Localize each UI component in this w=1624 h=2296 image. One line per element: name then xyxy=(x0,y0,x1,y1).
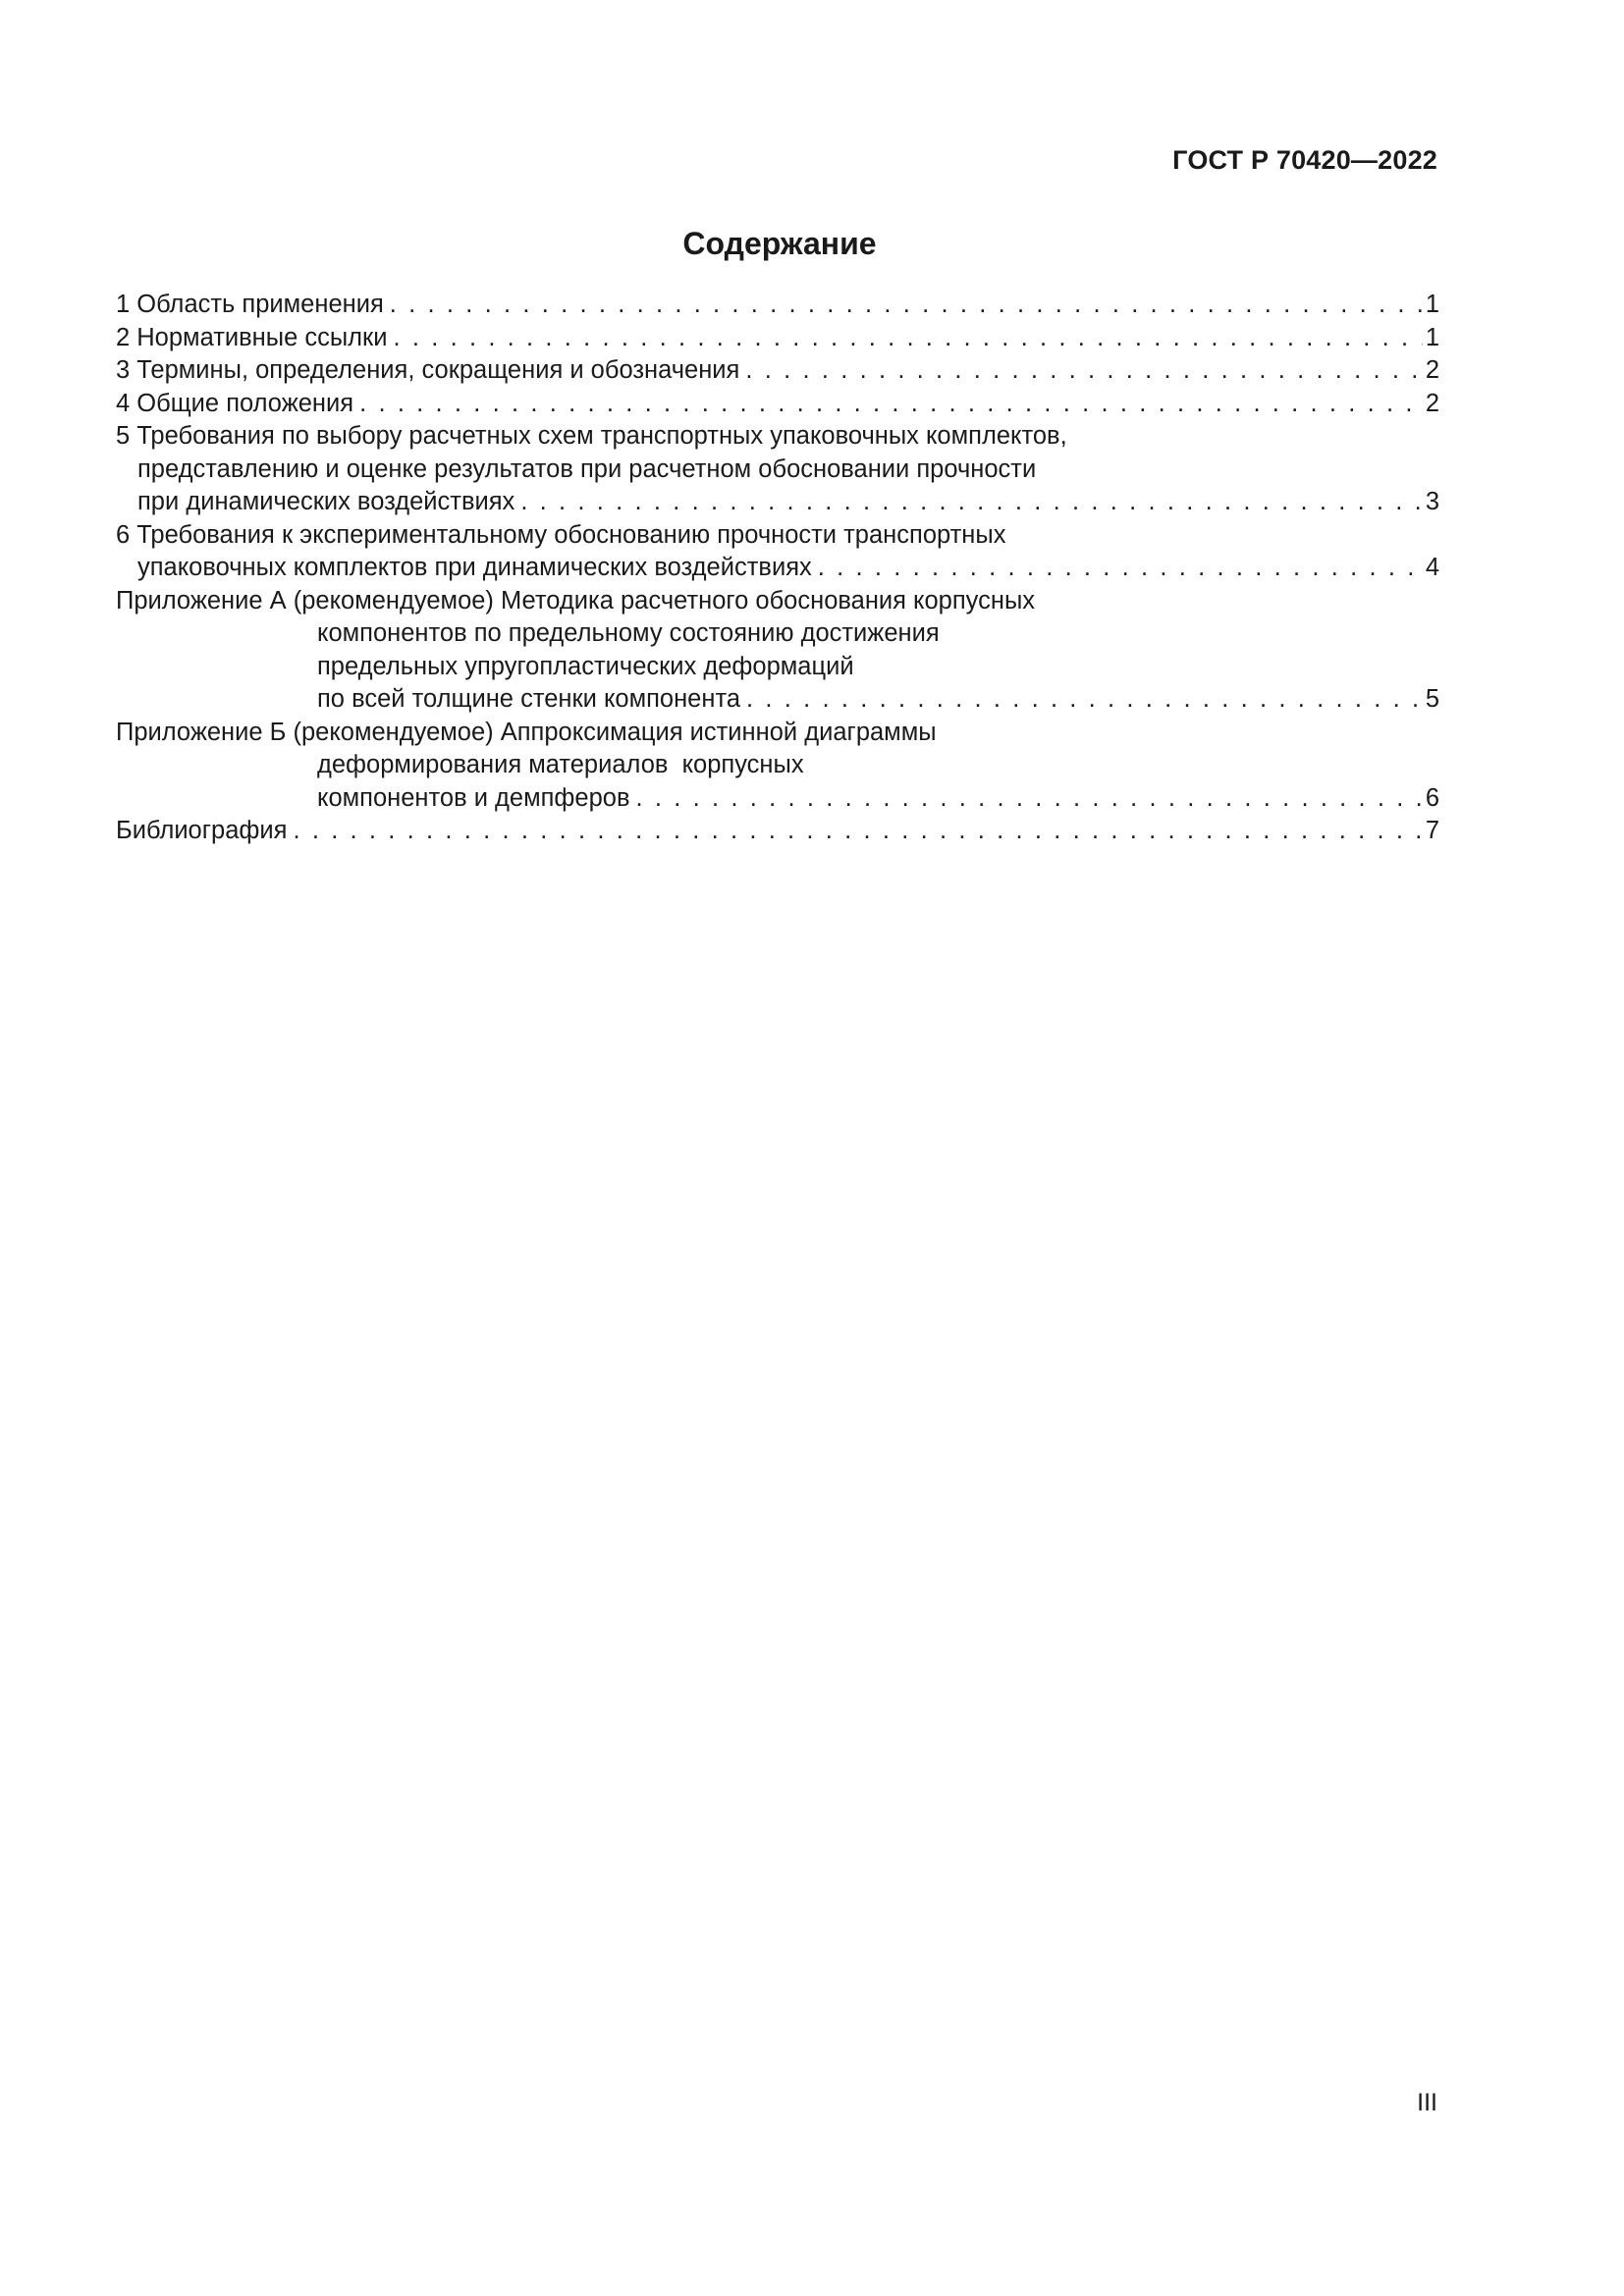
toc-title: Содержание xyxy=(682,226,877,261)
toc-entry-text: представлению и оценке результатов при расчетном обосновании прочности xyxy=(137,454,1037,483)
toc-entry[interactable] xyxy=(116,322,1439,355)
toc-entry[interactable] xyxy=(116,354,1439,388)
toc-entry-page: 5 xyxy=(1425,685,1439,713)
dot-leader xyxy=(293,815,1422,848)
toc-entry-page: 1 xyxy=(1425,323,1439,351)
document-code: ГОСТ Р 70420—2022 xyxy=(1172,145,1437,175)
toc-entry-page: 6 xyxy=(1425,783,1439,812)
toc-entry-text: по всей толщине стенки компонента xyxy=(317,685,741,713)
toc-entry[interactable] xyxy=(116,388,1439,421)
toc-entry[interactable] xyxy=(116,717,1439,816)
toc-entry-text: 3 Термины, определения, сокращения и обозначения xyxy=(116,356,740,384)
toc-entry-text: 1 Область применения xyxy=(116,291,384,318)
dot-leader xyxy=(359,388,1423,421)
toc-entry-text: компонентов по предельному состоянию достижения xyxy=(317,619,940,647)
toc-entry-page: 4 xyxy=(1425,554,1439,581)
dot-leader xyxy=(393,322,1422,355)
toc-entry-page: 3 xyxy=(1425,488,1439,515)
page-number: III xyxy=(1417,2089,1437,2116)
table-of-contents xyxy=(116,289,1439,848)
toc-entry-text: Приложение Б (рекомендуемое) Аппроксимация истинной диаграммы xyxy=(116,718,937,746)
dot-leader xyxy=(818,552,1423,585)
dot-leader xyxy=(746,683,1423,717)
toc-entry[interactable] xyxy=(116,420,1439,519)
toc-entry-page: 2 xyxy=(1425,356,1439,384)
toc-entry-text: 6 Требования к экспериментальному обоснованию прочности транспортных xyxy=(116,520,1006,549)
toc-entry-text: деформирования материалов корпусных xyxy=(317,751,804,778)
toc-entry-text: упаковочных комплектов при динамических воздействиях xyxy=(137,554,812,581)
dot-leader xyxy=(745,354,1422,388)
dot-leader xyxy=(390,289,1423,322)
toc-entry[interactable] xyxy=(116,289,1439,322)
toc-entry-text: 2 Нормативные ссылки xyxy=(116,323,388,351)
toc-entry-page: 1 xyxy=(1425,291,1439,318)
toc-entry[interactable] xyxy=(116,519,1439,585)
toc-entry-text: Библиография xyxy=(116,817,288,844)
toc-entry-text: при динамических воздействиях xyxy=(137,488,515,515)
dot-leader xyxy=(636,782,1423,816)
toc-entry-page: 7 xyxy=(1425,817,1439,844)
toc-entry-text: предельных упругопластических деформаций xyxy=(317,652,854,680)
toc-entry-text: 4 Общие положения xyxy=(116,389,354,417)
dot-leader xyxy=(520,486,1423,519)
toc-entry-text: 5 Требования по выбору расчетных схем транспортных упаковочных комплектов, xyxy=(116,422,1067,450)
toc-entry-text: компонентов и демпферов xyxy=(317,783,630,812)
toc-entry-page: 2 xyxy=(1425,389,1439,417)
toc-entry-text: Приложение А (рекомендуемое) Методика расчетного обоснования корпусных xyxy=(116,586,1036,614)
toc-entry[interactable] xyxy=(116,815,1439,848)
toc-entry[interactable] xyxy=(116,585,1439,717)
